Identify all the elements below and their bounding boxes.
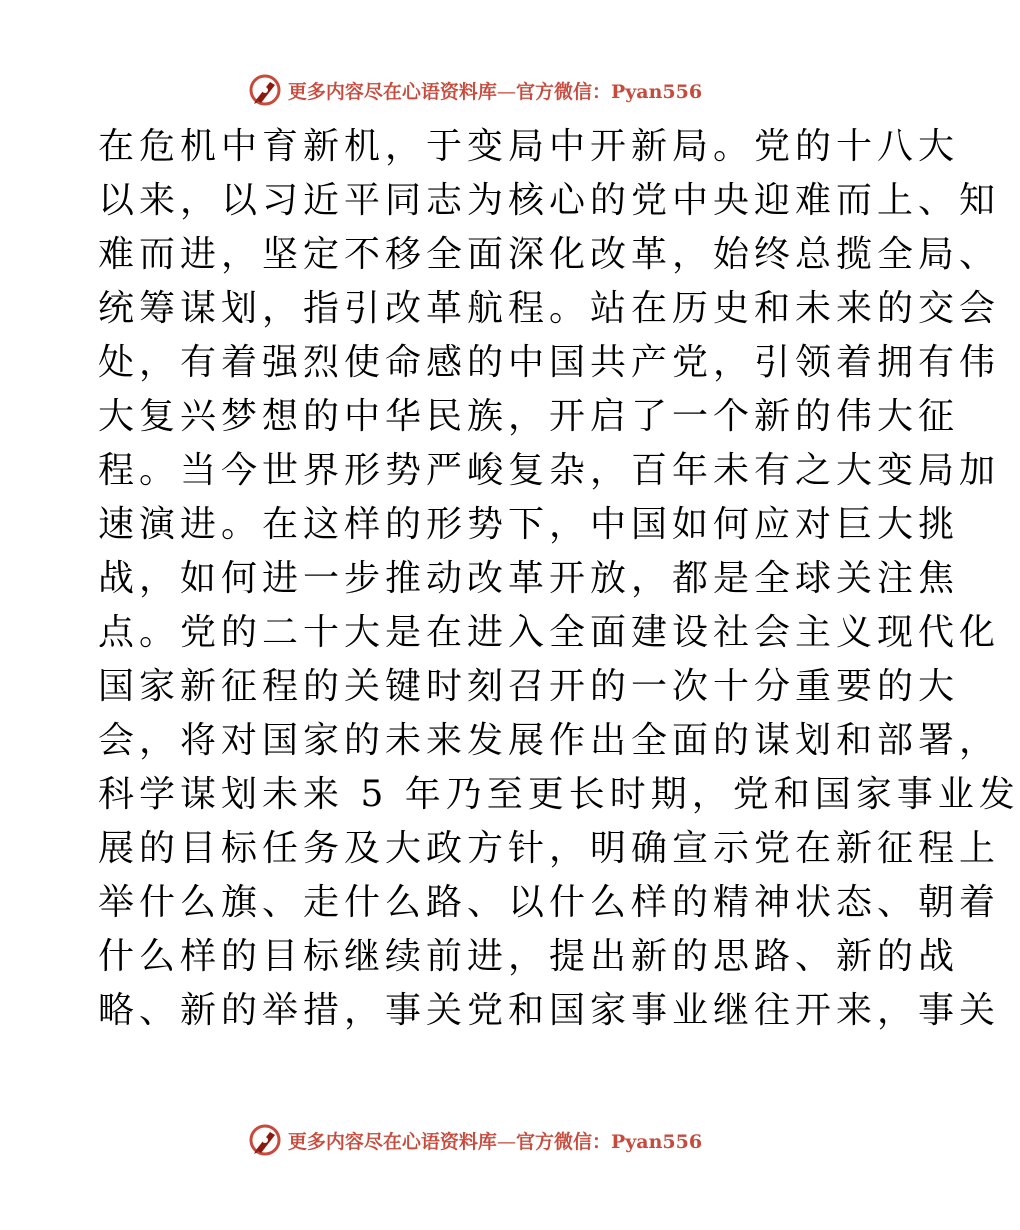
footer-banner-dash: — bbox=[496, 1130, 516, 1153]
footer-banner-text bbox=[288, 1127, 702, 1154]
document-body bbox=[98, 120, 1020, 1038]
body-line: 统筹谋划，指引改革航程。站在历史和未来的交会 bbox=[98, 288, 1001, 329]
header-banner-main: 更多内容尽在心语资料库 bbox=[287, 80, 497, 103]
header-banner-wechat-id: Pyan556 bbox=[610, 80, 703, 103]
body-line: 展的目标任务及大政方针，明确宣示党在新征程上 bbox=[98, 828, 1001, 869]
body-line: 什么样的目标继续前进，提出新的思路、新的战 bbox=[98, 936, 960, 977]
body-line: 难而进，坚定不移全面深化改革，始终总揽全局、 bbox=[98, 234, 1001, 275]
body-line: 战，如何进一步推动改革开放，都是全球关注焦 bbox=[98, 558, 960, 599]
footer-watermark-banner bbox=[0, 1120, 950, 1160]
body-line: 速演进。在这样的形势下，中国如何应对巨大挑 bbox=[98, 504, 960, 545]
body-line: 会，将对国家的未来发展作出全面的谋划和部署， bbox=[98, 720, 1001, 761]
body-line: 科学谋划未来 5 年乃至更长时期，党和国家事业发 bbox=[98, 774, 1020, 815]
body-line: 程。当今世界形势严峻复杂，百年未有之大变局加 bbox=[98, 450, 1001, 491]
footer-banner-wechat-id: Pyan556 bbox=[610, 1130, 703, 1153]
body-line: 点。党的二十大是在进入全面建设社会主义现代化 bbox=[98, 612, 1001, 653]
header-banner-wechat-label: 官方微信： bbox=[515, 80, 611, 103]
footer-banner-wechat-label: 官方微信： bbox=[515, 1130, 611, 1153]
header-banner-text bbox=[288, 77, 702, 104]
footer-banner-main: 更多内容尽在心语资料库 bbox=[287, 1130, 497, 1153]
body-line: 以来，以习近平同志为核心的党中央迎难而上、知 bbox=[98, 180, 1001, 221]
body-line: 大复兴梦想的中华民族，开启了一个新的伟大征 bbox=[98, 396, 960, 437]
pen-logo-icon bbox=[248, 1123, 282, 1157]
pen-logo-icon bbox=[248, 73, 282, 107]
header-watermark-banner bbox=[0, 70, 950, 110]
body-line: 在危机中育新机，于变局中开新局。党的十八大 bbox=[98, 126, 960, 167]
header-banner-dash: — bbox=[496, 80, 516, 103]
body-line: 略、新的举措，事关党和国家事业继往开来，事关 bbox=[98, 990, 1001, 1031]
body-line: 举什么旗、走什么路、以什么样的精神状态、朝着 bbox=[98, 882, 1001, 923]
body-line: 国家新征程的关键时刻召开的一次十分重要的大 bbox=[98, 666, 960, 707]
body-line: 处，有着强烈使命感的中国共产党，引领着拥有伟 bbox=[98, 342, 1001, 383]
